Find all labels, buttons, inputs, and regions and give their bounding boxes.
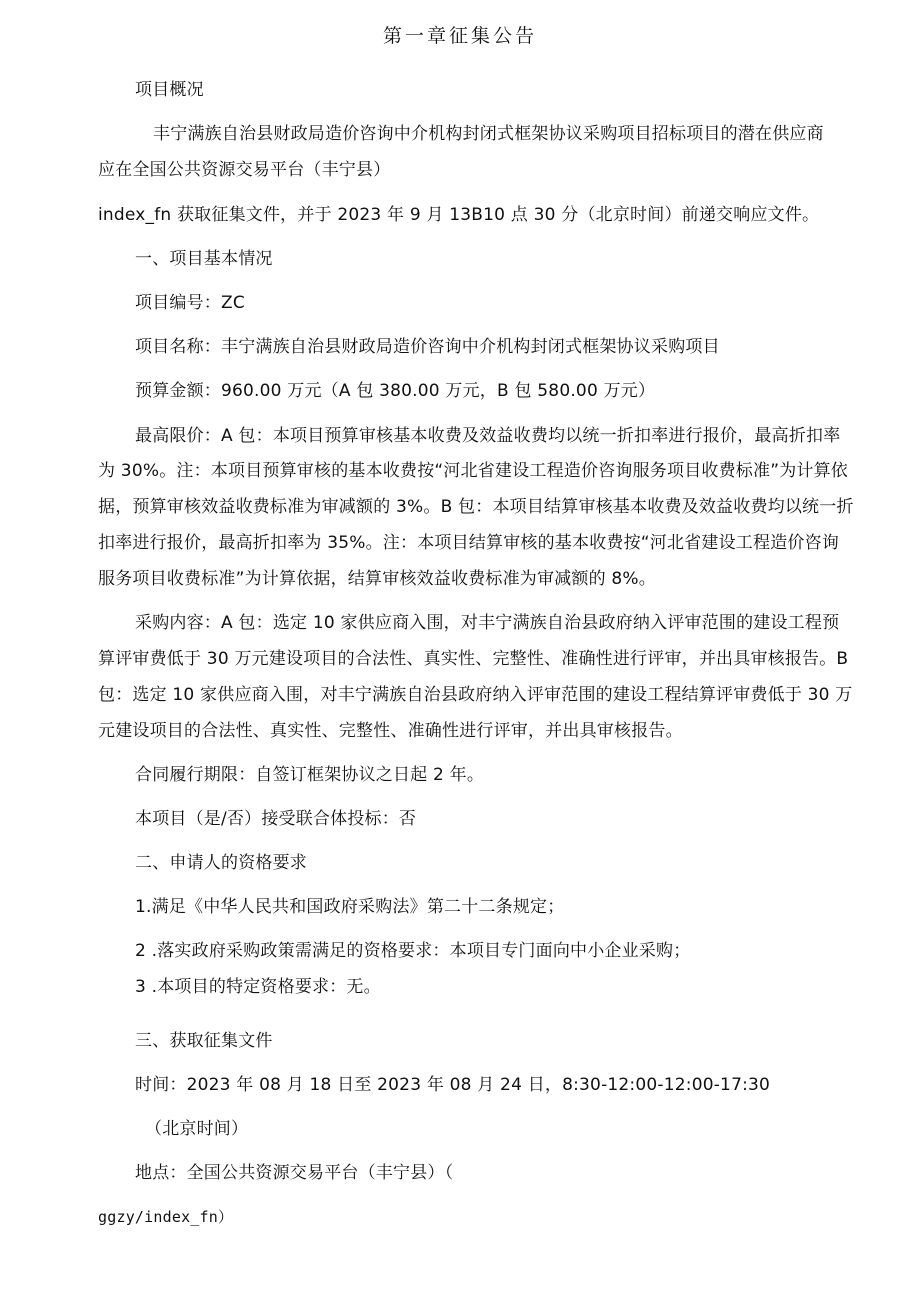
consortium-bidding: 本项目（是/否）接受联合体投标：否 [135, 809, 417, 829]
section-3-heading: 三、获取征集文件 [135, 1031, 273, 1051]
contract-period: 合同履行期限：自签订框架协议之日起 2 年。 [135, 765, 485, 785]
price-limit-line-5: 服务项目收费标准”为计算依据，结算审核效益收费标准为审减额的 8%。 [98, 569, 656, 589]
chapter-title: 第一章征集公告 [382, 25, 537, 47]
price-limit-line-1: 最高限价：A 包：本项目预算审核基本收费及效益收费均以统一折扣率进行报价，最高折扣率 [135, 426, 841, 446]
project-name: 项目名称：丰宁满族自治县财政局造价咨询中介机构封闭式框架协议采购项目 [135, 337, 720, 357]
section-overview-heading: 项目概况 [135, 80, 204, 100]
project-number: 项目编号：ZC [135, 293, 245, 313]
procurement-content-line-4: 元建设项目的合法性、真实性、完整性、准确性进行评审，并出具审核报告。 [98, 721, 683, 741]
procurement-content-line-3: 包：选定 10 家供应商入围，对丰宁满族自治县政府纳入评审范围的建设工程结算评审费低于 30 万 [98, 685, 853, 705]
section-1-heading: 一、项目基本情况 [135, 249, 273, 269]
procurement-content-line-1: 采购内容：A 包：选定 10 家供应商入围，对丰宁满族自治县政府纳入评审范围的建设工程预 [135, 613, 840, 633]
acquisition-time: 时间：2023 年 08 月 18 日至 2023 年 08 月 24 日，8:30-12:00-12:00-17:30 [135, 1075, 771, 1095]
overview-line-2: 应在全国公共资源交易平台（丰宁县） [98, 160, 391, 180]
qualification-3: 3 .本项目的特定资格要求：无。 [135, 977, 381, 997]
procurement-content-line-2: 算评审费低于 30 万元建设项目的合法性、真实性、完整性、准确性进行评审，并出具审核报告。B [98, 649, 849, 669]
price-limit-line-2: 为 30%。注：本项目预算审核的基本收费按“河北省建设工程造价咨询服务项目收费标准”为计算依 [98, 461, 849, 481]
qualification-2: 2 .落实政府采购政策需满足的资格要求：本项目专门面向中小企业采购； [135, 941, 691, 961]
overview-line-3: index_fn 获取征集文件，并于 2023 年 9 月 13B10 点 30 分（北京时间）前递交响应文件。 [98, 205, 820, 225]
price-limit-line-4: 扣率进行报价，最高折扣率为 35%。注：本项目结算审核的基本收费按“河北省建设工程造价咨询 [98, 533, 839, 553]
budget-amount: 预算金额：960.00 万元（A 包 380.00 万元，B 包 580.00 万元） [135, 381, 656, 401]
qualification-1: 1.满足《中华人民共和国政府采购法》第二十二条规定； [135, 897, 565, 917]
section-2-heading: 二、申请人的资格要求 [135, 853, 307, 873]
price-limit-line-3: 据，预算审核效益收费标准为审减额的 3%。B 包：本项目结算审核基本收费及效益收费均以统一折 [98, 497, 854, 517]
acquisition-url: ggzy/index_fn） [98, 1208, 234, 1226]
acquisition-time-zone: （北京时间） [145, 1119, 249, 1139]
acquisition-location: 地点：全国公共资源交易平台（丰宁县）（ [135, 1163, 454, 1183]
overview-line-1: 丰宁满族自治县财政局造价咨询中介机构封闭式框架协议采购项目招标项目的潜在供应商 [153, 124, 824, 144]
